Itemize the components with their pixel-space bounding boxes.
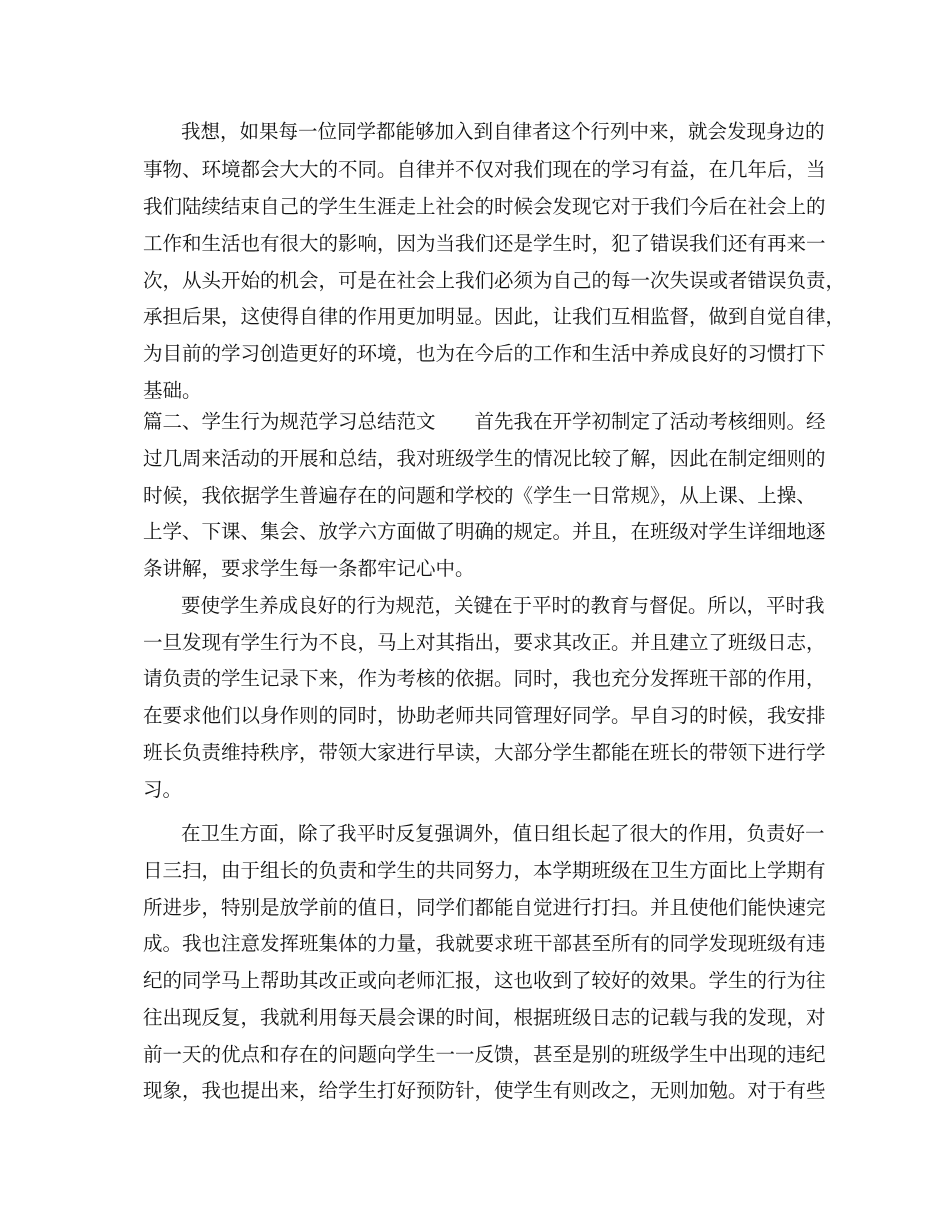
text-line: 次，从头开始的机会，可是在社会上我们必须为自己的每一次失误或者错误负责， xyxy=(143,269,846,292)
text-line: 前一天的优点和存在的问题向学生一一反馈，甚至是别的班级学生中出现的违纪 xyxy=(143,1043,826,1066)
text-line: 请负责的学生记录下来，作为考核的依据。同时，我也充分发挥班干部的作用， xyxy=(143,667,826,690)
text-line: 在要求他们以身作则的同时，协助老师共同管理好同学。早自习的时候，我安排 xyxy=(143,704,826,727)
text-line: 习。 xyxy=(143,778,183,801)
text-line: 所进步，特别是放学前的值日，同学们都能自觉进行打扫。并且使他们能快速完 xyxy=(143,896,826,919)
text-line: 事物、环境都会大大的不同。自律并不仅对我们现在的学习有益，在几年后，当 xyxy=(143,158,826,181)
text-line: 基础。 xyxy=(143,379,202,402)
text-line: 在卫生方面，除了我平时反复强调外，值日组长起了很大的作用，负责好一 xyxy=(181,822,825,845)
text-line: 工作和生活也有很大的影响，因为当我们还是学生时，犯了错误我们还有再来一 xyxy=(143,232,826,255)
text-line: 为目前的学习创造更好的环境，也为在今后的工作和生活中养成良好的习惯打下 xyxy=(143,342,826,365)
text-line: 上学、下课、集会、放学六方面做了明确的规定。并且，在班级对学生详细地逐 xyxy=(143,520,826,543)
text-line: 条讲解，要求学生每一条都牢记心中。 xyxy=(143,557,475,580)
text-line: 承担后果，这使得自律的作用更加明显。因此，让我们互相监督，做到自觉自律， xyxy=(143,305,846,328)
text-line: 篇二、学生行为规范学习总结范文 首先我在开学初制定了活动考核细则。经 xyxy=(143,410,826,433)
text-line: 现象，我也提出来，给学生打好预防针，使学生有则改之，无则加勉。对于有些 xyxy=(143,1079,826,1102)
text-line: 一旦发现有学生行为不良，马上对其指出，要求其改正。并且建立了班级日志， xyxy=(143,631,826,654)
text-line: 要使学生养成良好的行为规范，关键在于平时的教育与督促。所以，平时我 xyxy=(181,594,825,617)
text-line: 班长负责维持秩序，带领大家进行早读，大部分学生都能在班长的带领下进行学 xyxy=(143,741,826,764)
text-line: 我想，如果每一位同学都能够加入到自律者这个行列中来，就会发现身边的 xyxy=(181,120,825,143)
text-line: 往出现反复，我就利用每天晨会课的时间，根据班级日志的记载与我的发现，对 xyxy=(143,1006,826,1029)
text-line: 我们陆续结束自己的学生生涯走上社会的时候会发现它对于我们今后在社会上的 xyxy=(143,195,826,218)
text-line: 日三扫，由于组长的负责和学生的共同努力，本学期班级在卫生方面比上学期有 xyxy=(143,859,826,882)
text-line: 时候，我依据学生普遍存在的问题和学校的《学生一日常规》，从上课、上操、 xyxy=(143,484,816,507)
text-line: 成。我也注意发挥班集体的力量，我就要求班干部甚至所有的同学发现班级有违 xyxy=(143,932,826,955)
text-line: 纪的同学马上帮助其改正或向老师汇报，这也收到了较好的效果。学生的行为往 xyxy=(143,969,826,992)
text-line: 过几周来活动的开展和总结，我对班级学生的情况比较了解，因此在制定细则的 xyxy=(143,447,826,470)
